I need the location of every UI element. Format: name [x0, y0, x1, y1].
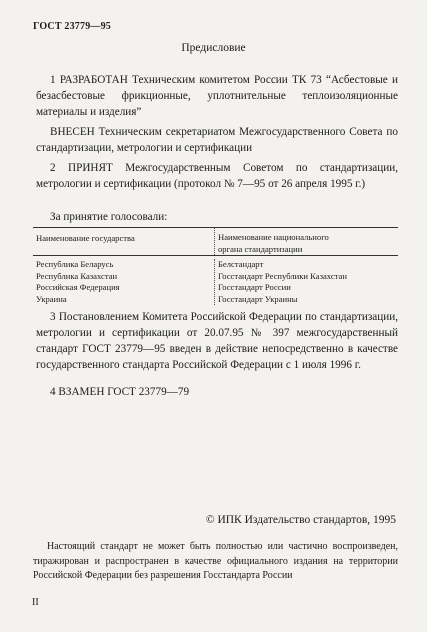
- body-column: [214, 259, 398, 305]
- column-header-body-line1: Наименование национального: [218, 232, 329, 242]
- table-cell-body: Госстандарт России: [218, 282, 291, 292]
- section-developed: 1 РАЗРАБОТАН Техническим комитетом России ТК 73 “Асбестовые и безасбестовые фрикционные, уплотнительные теплоизоляционные материалы и изделия”: [36, 74, 398, 118]
- votes-table: [33, 227, 398, 305]
- column-header-body: [214, 228, 398, 255]
- publisher-copyright: © ИПК Издательство стандартов, 1995: [205, 514, 396, 526]
- table-cell-body: Госстандарт Республики Казахстан: [218, 270, 347, 281]
- page-number: II: [32, 597, 39, 608]
- state-column: [33, 259, 214, 305]
- table-cell-body: Белстандарт: [218, 259, 264, 269]
- copyright-notice: Настоящий стандарт не может быть полностью или частично воспроизведен, тиражирован и распространен в качестве официального издания на территории Российской Федерации без разрешения Госстандарта России: [33, 541, 398, 581]
- table-body: [33, 256, 398, 305]
- table-cell-state: Украина: [36, 293, 67, 304]
- table-cell-state: Республика Беларусь: [36, 259, 114, 269]
- section-adopted: 2 ПРИНЯТ Межгосударственным Советом по стандартизации, метрологии и сертификации (протокол № 7—95 от 26 апреля 1995 г.): [36, 162, 398, 190]
- table-cell-state: Российская Федерация: [36, 282, 120, 292]
- page-title: Предисловие: [181, 42, 246, 54]
- votes-label: За принятие голосовали:: [50, 211, 168, 223]
- column-header-state: Наименование государства: [36, 233, 135, 243]
- column-header-body-line2: органа стандартизации: [218, 243, 303, 254]
- section-replaces: 4 ВЗАМЕН ГОСТ 23779—79: [50, 386, 190, 398]
- section-introduced: ВНЕСЕН Техническим секретариатом Межгосударственного Совета по стандартизации, метрологии и сертификации: [36, 126, 398, 154]
- table-cell-body: Госстандарт Украины: [218, 293, 298, 304]
- standard-code: ГОСТ 23779—95: [33, 21, 112, 32]
- section-enacted: 3 Постановлением Комитета Российской Федерации по стандартизации, метрологии и сертификации от 20.07.95 № 397 межгосударственный стандарт ГОСТ 23779—95 введен в действие непосредственно в качестве государственного стандарта Российской Федерации с 1 июля 1996 г.: [36, 311, 398, 371]
- table-header: [33, 228, 398, 255]
- table-cell-state: Республика Казахстан: [36, 270, 118, 281]
